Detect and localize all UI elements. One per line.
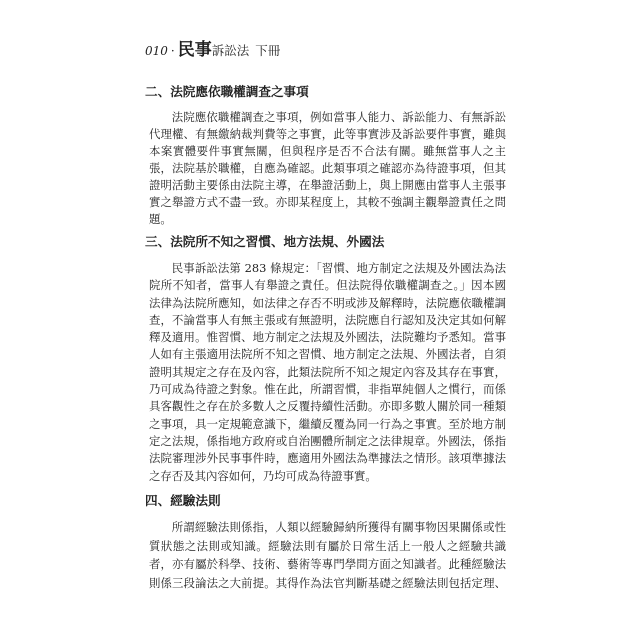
paragraph-line: 實之舉證方式不盡一致。亦即某程度上，其較不強調主觀舉證責任之問: [149, 195, 506, 209]
paragraph-line: 證明其規定之存在及內容，此類法院所不知之規定內容及其存在事實，: [149, 364, 506, 379]
paragraph-line: 者，亦有屬於科學、技術、藝術等專門學問方面之知識者。此種經驗法: [149, 557, 506, 571]
paragraph-line: 法院審理涉外民事事件時，應適用外國法為準據法之情形。該項準據法: [149, 451, 506, 466]
paragraph-line: 之事項，具一定規範意識下，繼續反覆為同一行為之事實。至於地方制: [149, 416, 506, 431]
page-number: 010: [145, 44, 168, 58]
section-heading: 三、法院所不知之習慣、地方法規、外國法: [145, 234, 385, 249]
paragraph-line: 具客觀性之存在於多數人之反覆持續性活動。亦即多數人關於同一種類: [149, 399, 506, 414]
paragraph-line: 釋及適用。惟習慣、地方制定之法規及外國法，法院難均予悉知。當事: [149, 330, 506, 345]
paragraph-line: 法院應依職權調查之事項，例如當事人能力、訴訟能力、有無訴訟: [171, 110, 506, 124]
section-heading: 四、經驗法則: [145, 493, 221, 508]
paragraph-line: 證明活動主要係由法院主導，在舉證活動上，與上開應由當事人主張事: [149, 178, 506, 192]
running-header: [145, 35, 281, 60]
paragraph-line: 則係三段論法之大前提。其得作為法官判斷基礎之經驗法則包括定理、: [149, 575, 506, 590]
book-title-rest: 訴訟法: [211, 43, 250, 58]
paragraph-line: 質狀態之法則或知識。經驗法則有屬於日常生活上一般人之經驗共識: [149, 538, 506, 553]
paragraph-line: 人如有主張適用法院所不知之習慣、地方制定之法規、外國法者，自須: [149, 347, 506, 362]
paragraph-line: 所謂經驗法則係指，人類以經驗歸納所獲得有關事物因果關係或性: [171, 520, 506, 534]
paragraph-line: 張，法院基於職權，自應為確認。此類事項之確認亦為待證事項，但其: [149, 161, 506, 175]
paragraph-line: 本案實體要件事實無關，但與程序是否不合法有關。雖無當事人之主: [149, 144, 506, 158]
paragraph-line: 乃可成為待證之對象。惟在此，所謂習慣，非指單純個人之慣行，而係: [149, 382, 506, 397]
header-separator: ·: [170, 44, 175, 58]
paragraph-line: 院所不知者，當事人有舉證之責任。但法院得依職權調查之。」因本國: [149, 278, 506, 293]
book-title-stylized: 民事: [177, 40, 212, 60]
paragraph-line: 之存否及其內容如何，乃均可成為待證事實。: [149, 468, 377, 483]
paragraph-line: 查，不論當事人有無主張或有無證明，法院應自行認知及決定其如何解: [149, 312, 506, 327]
section-paragraph: [149, 260, 506, 485]
paragraph-line: 代理權、有無繳納裁判費等之事實，此等事實涉及訴訟要件事實，雖與: [149, 127, 506, 141]
paragraph-line: 民事訴訟法第 283 條規定：「習慣、地方制定之法規及外國法為法: [171, 261, 506, 275]
section-paragraph: [149, 109, 506, 228]
section-heading: 二、法院應依職權調查之事項: [145, 84, 309, 99]
paragraph-line: 法律為法院所應知，如法律之存否不明或涉及解釋時，法院應依職權調: [149, 295, 506, 310]
volume-label: 下冊: [255, 43, 281, 58]
paragraph-line: 定之法規，係指地方政府或自治團體所制定之法律規章。外國法，係指: [149, 433, 506, 448]
section-paragraph: [149, 518, 506, 592]
paragraph-line: 題。: [149, 212, 172, 226]
